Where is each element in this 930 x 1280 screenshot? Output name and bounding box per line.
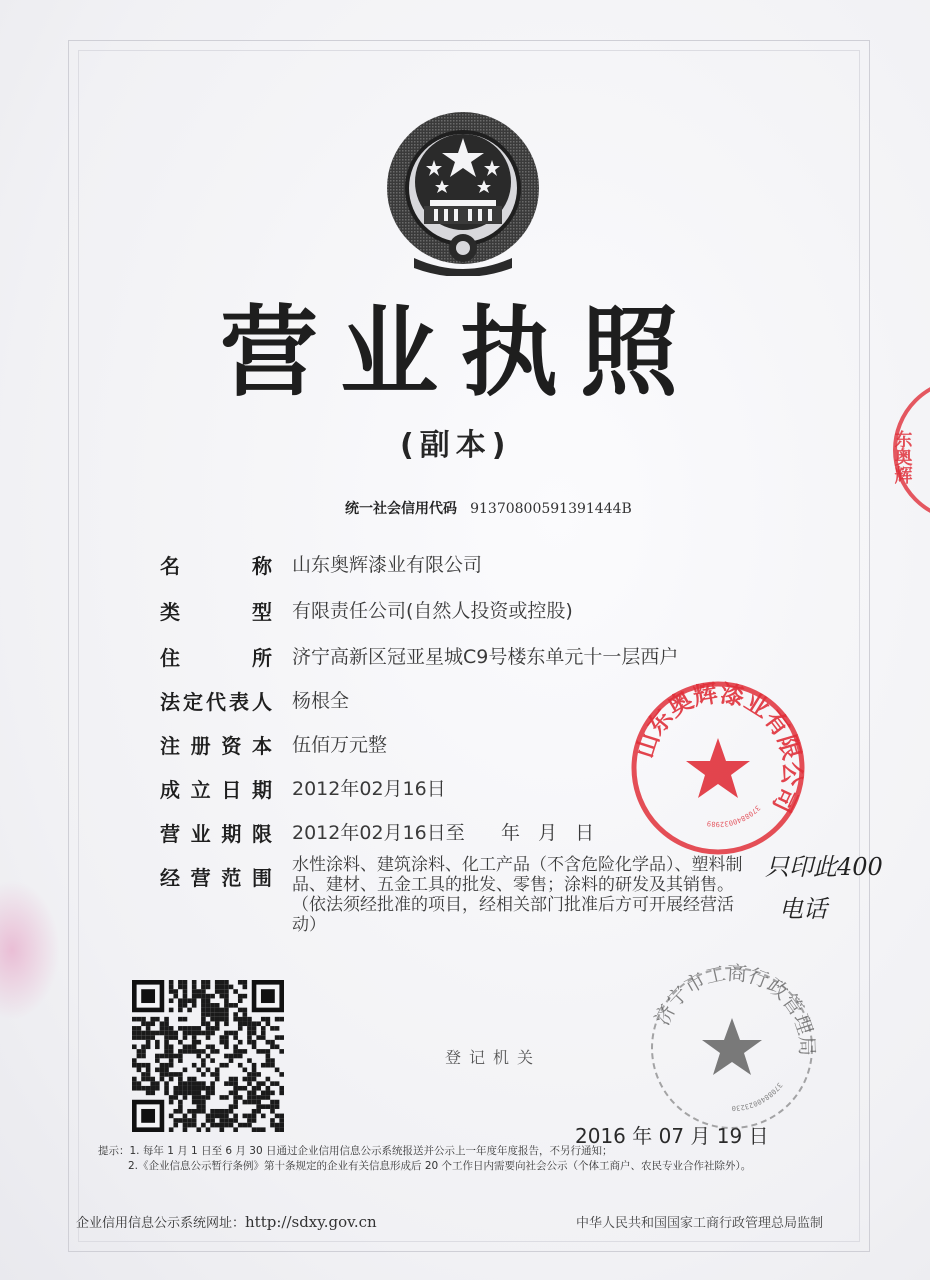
credit-code-value: 91370800591391444B (470, 501, 632, 517)
company-seal-number: 3708840032989 (706, 803, 762, 829)
government-seal-text: 济宁市工商行政管理局 (649, 960, 820, 1057)
field-value-term: 2012年02月16日至 年 月 日 (292, 822, 595, 844)
note-2: 2.《企业信息公示暂行条例》第十条规定的企业有关信息形成后 20 个工作日内需要向社会公示（个体工商户、农民专业合作社除外）。 (128, 1160, 752, 1172)
field-value-name: 山东奥辉漆业有限公司 (292, 554, 483, 576)
field-label-capital: 注 册 资 本 (160, 734, 272, 758)
field-label-term: 营 业 期 限 (160, 822, 272, 846)
footer-site (76, 1212, 377, 1231)
field-value-type: 有限责任公司(自然人投资或控股) (292, 600, 573, 622)
note-1: 提示：1. 每年 1 月 1 日至 6 月 30 日通过企业信用信息公示系统报送并公示上一年度年度报告，不另行通知； (98, 1145, 613, 1157)
government-seal-number: 3708840023230 (731, 1080, 784, 1113)
field-value-legal-rep: 杨根全 (292, 690, 350, 712)
footer-supervisor: 中华人民共和国国家工商行政管理总局监制 (576, 1216, 824, 1231)
handwritten-note (765, 845, 915, 935)
svg-text:3708840023230 (732, 1081, 784, 1112)
handwritten-line-1: 只印此400 (765, 853, 883, 881)
field-label-name: 名 称 (160, 554, 272, 578)
field-label-scope: 经 营 范 围 (160, 866, 272, 890)
field-value-capital: 伍佰万元整 (292, 734, 388, 756)
field-label-legal-rep: 法 定 代 表 人 (160, 690, 272, 714)
field-type (160, 596, 760, 630)
notes-block (98, 1144, 838, 1174)
registration-authority-label: 登记机关 (445, 1048, 542, 1067)
handwritten-line-2: 电话 (779, 895, 827, 923)
edge-seal-text: 东奥辉 (891, 430, 913, 484)
svg-text:3708840032989 (706, 804, 761, 828)
field-address (160, 642, 760, 676)
pink-smudge (0, 880, 60, 1020)
credit-code-label: 统一社会信用代码 (345, 501, 457, 517)
company-seal-text: 山东奥辉漆业有限公司 (630, 679, 807, 817)
registration-date: 2016 年 07 月 19 日 (575, 1124, 769, 1148)
field-value-founded: 2012年02月16日 (292, 778, 446, 800)
field-name (160, 550, 760, 584)
footer-site-url[interactable]: http://sdxy.gov.cn (245, 1213, 377, 1231)
field-label-founded: 成 立 日 期 (160, 778, 272, 802)
edge-seal-icon (870, 370, 930, 530)
national-emblem-icon (384, 108, 542, 276)
credit-code-row (345, 498, 632, 518)
field-label-type: 类 型 (160, 600, 272, 624)
business-scope-text: 水性涂料、建筑涂料、化工产品（不含危险化学品）、塑料制品、建材、五金工具的批发、零售；涂料的研发及其销售。（依法须经批准的项目，经相关部门批准后方可开展经营活动） (292, 855, 743, 935)
field-value-address: 济宁高新区冠亚星城C9号楼东单元十一层西户 (292, 646, 679, 668)
document-subtitle: (副本) (400, 428, 512, 463)
document-title: 营业执照 (220, 296, 701, 410)
qr-code (132, 980, 284, 1132)
field-label-address: 住 所 (160, 646, 272, 670)
government-seal-icon (640, 960, 825, 1135)
company-seal-icon (628, 678, 808, 858)
footer-site-label: 企业信用信息公示系统网址： (76, 1216, 246, 1231)
